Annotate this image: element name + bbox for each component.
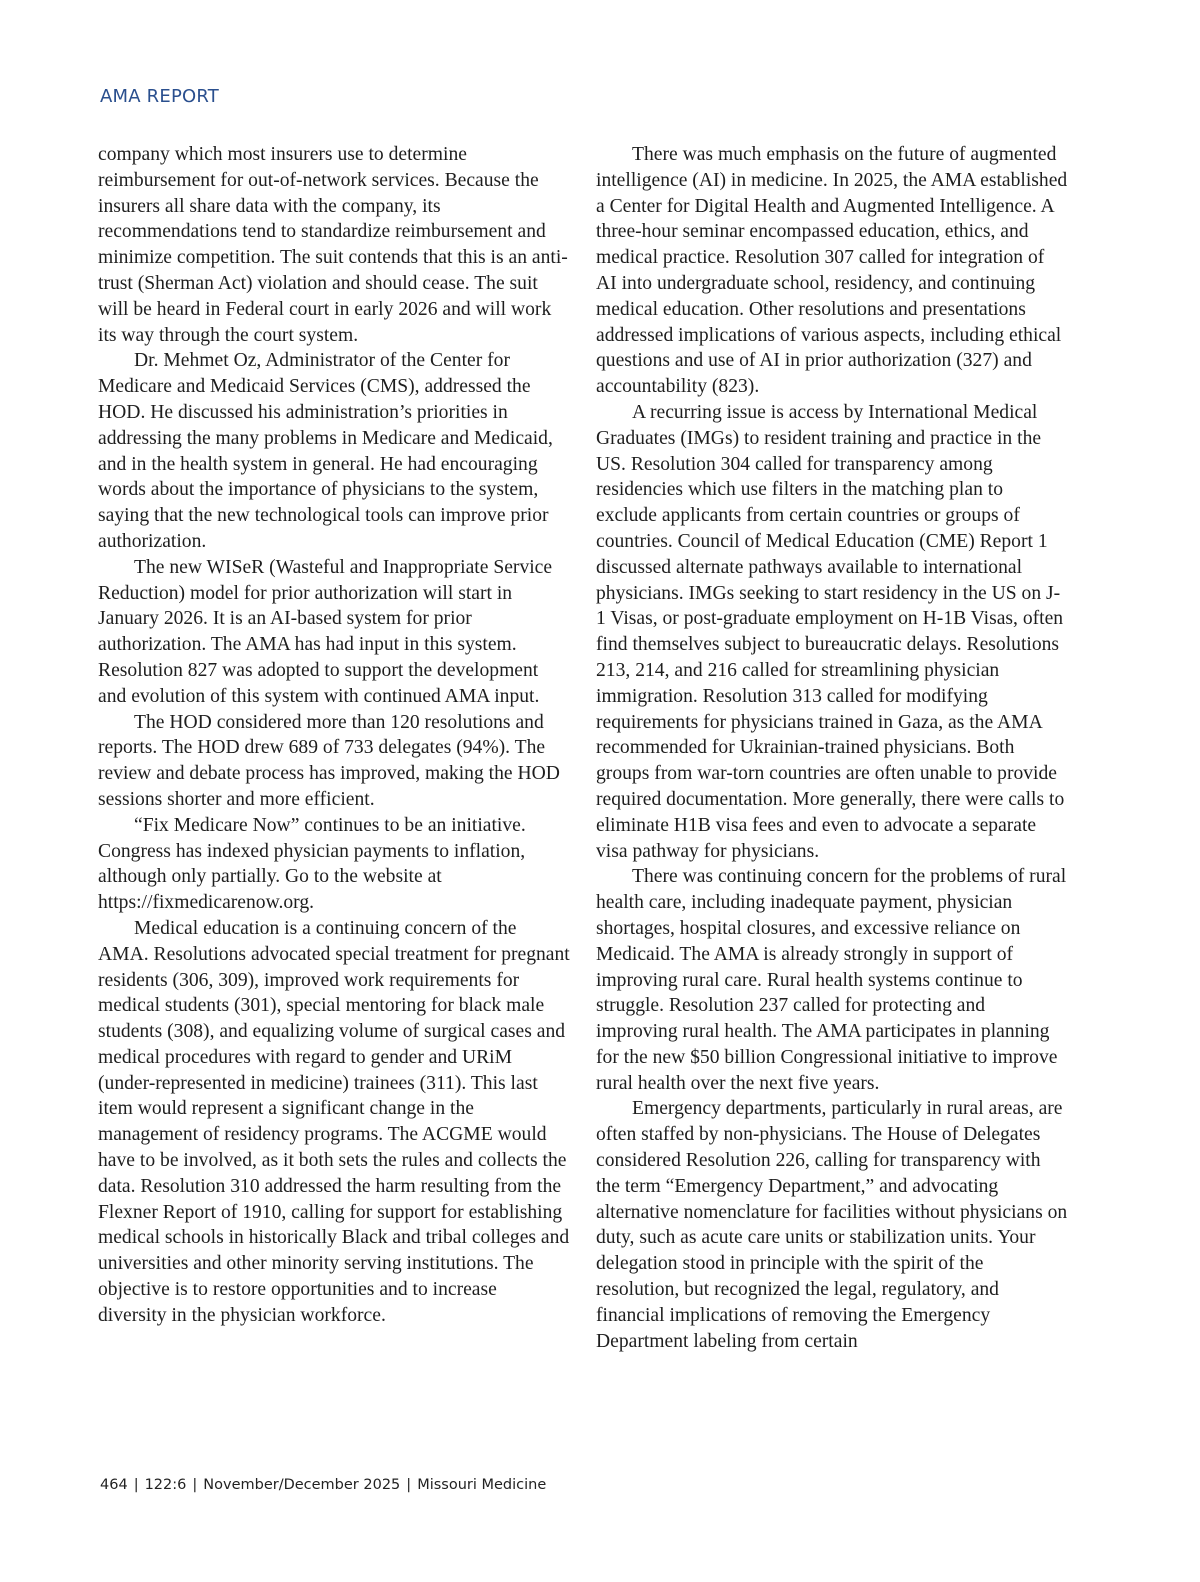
paragraph: Medical education is a continuing concern of the AMA. Resolutions advocated special treatment for pregnant residents (306, 309), improved work requirements for medical students (301), special mentoring for black male students (308), and equalizing volume of surgical cases and medical procedures with regard to gender and URiM (under-represented in medicine) trainees (311). This last item would represent a significant change in the management of residency programs. The ACGME would have to be involved, as it both sets the rules and collects the data. Resolution 310 addressed the harm resulting from the Flexner Report of 1910, calling for support for establishing medical schools in historically Black and tribal colleges and universities and other minority serving institutions. The objective is to restore opportunities and to increase diversity in the physician workforce. [98, 917, 570, 1326]
paragraph: There was continuing concern for the problems of rural health care, including inadequate payment, physician shortages, hospital closures, and excessive reliance on Medicaid. The AMA is already strongly in support of improving rural care. Rural health systems continue to struggle. Resolution 237 called for protecting and improving rural health. The AMA participates in planning for the new $50 billion Congressional initiative to improve rural health over the next five years. [596, 866, 1067, 1094]
paragraph: company which most insurers use to determine reimbursement for out-of-network services. Because the insurers all share data with the company, its recommendations tend to standardize reimbursement and minimize competition. The suit contends that this is an anti-trust (Sherman Act) violation and should cease. The suit will be heard in Federal court in early 2026 and will work its way through the court system. [98, 144, 568, 346]
page-number: 464 [100, 1477, 128, 1493]
volume-issue: 122:6 [144, 1477, 187, 1493]
right-column [596, 142, 1068, 1354]
page-footer [100, 1477, 546, 1493]
paragraph: There was much emphasis on the future of augmented intelligence (AI) in medicine. In 2025, the AMA established a Center for Digital Health and Augmented Intelligence. A three-hour seminar encompassed education, ethics, and medical practice. Resolution 307 called for integration of AI into undergraduate school, residency, and continuing medical education. Other resolutions and presentations addressed implications of various aspects, including ethical questions and use of AI in prior authorization (327) and accountability (823). [596, 144, 1068, 398]
footer-separator: | [406, 1477, 412, 1493]
journal-name: Missouri Medicine [417, 1477, 547, 1493]
issue-date: November/December 2025 [203, 1477, 401, 1493]
paragraph: Emergency departments, particularly in rural areas, are often staffed by non-physicians. The House of Delegates considered Resolution 226, calling for transparency with the term “Emergency Department,” and advocating alternative nomenclature for facilities without physicians on duty, such as acute care units or stabilization units. Your delegation stood in principle with the spirit of the resolution, but recognized the legal, regulatory, and financial implications of removing the Emergency Department labeling from certain [596, 1098, 1068, 1352]
left-column [98, 142, 570, 1329]
paragraph: A recurring issue is access by International Medical Graduates (IMGs) to resident training and practice in the US. Resolution 304 called for transparency among residencies which use filters in the matching plan to exclude applicants from certain countries or groups of countries. Council of Medical Education (CME) Report 1 discussed alternate pathways available to international physicians. IMGs seeking to start residency in the US on J-1 Visas, or post-graduate employment on H-1B Visas, often find themselves subject to bureaucratic delays. Resolutions 213, 214, and 216 called for streamlining physician immigration. Resolution 313 called for modifying requirements for physicians trained in Gaza, as the AMA recommended for Ukrainian-trained physicians. Both groups from war-torn countries are often unable to provide required documentation. More generally, there were calls to eliminate H1B visa fees and even to advocate a separate visa pathway for physicians. [596, 401, 1065, 862]
paragraph: “Fix Medicare Now” continues to be an initiative. Congress has indexed physician payments to inflation, although only partially. Go to the website at https://fixmedicarenow.org. [98, 814, 526, 914]
paragraph: The HOD considered more than 120 resolutions and reports. The HOD drew 689 of 733 delegates (94%). The review and debate process has improved, making the HOD sessions shorter and more efficient. [98, 711, 560, 810]
section-header: AMA REPORT [100, 86, 219, 107]
footer-separator: | [192, 1477, 198, 1493]
paragraph: The new WISeR (Wasteful and Inappropriate Service Reduction) model for prior authorization will start in January 2026. It is an AI-based system for prior authorization. The AMA has had input in this system. Resolution 827 was adopted to support the development and evolution of this system with continued AMA input. [98, 556, 553, 707]
paragraph: Dr. Mehmet Oz, Administrator of the Center for Medicare and Medicaid Services (CMS), addressed the HOD. He discussed his administration’s priorities in addressing the many problems in Medicare and Medicaid, and in the health system in general. He had encouraging words about the importance of physicians to the system, saying that the new technological tools can improve prior authorization. [98, 350, 553, 552]
footer-separator: | [133, 1477, 139, 1493]
